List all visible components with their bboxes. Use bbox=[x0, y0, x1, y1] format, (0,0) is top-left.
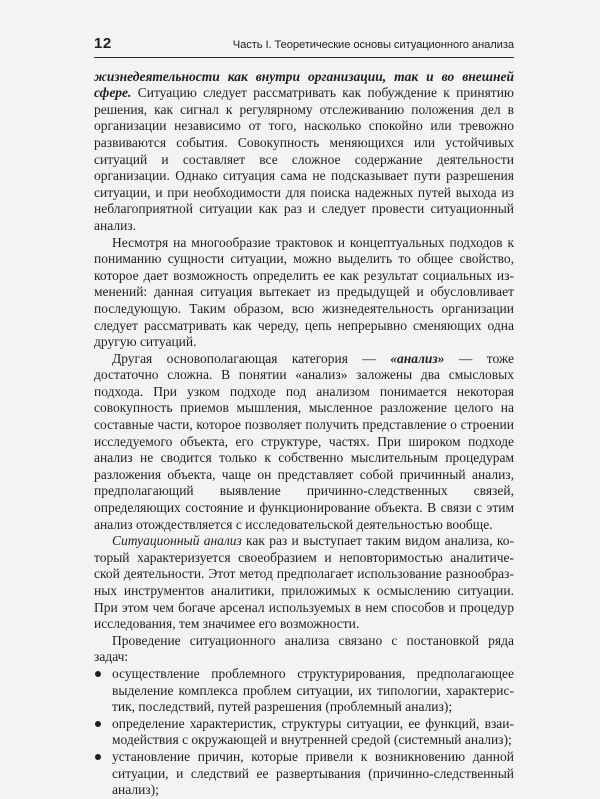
paragraph-1 bbox=[94, 69, 514, 235]
list-item: установление причин, которые привели к возникновению данной ситуации, и следствий ее развертывания (причинно-следственный анализ); bbox=[94, 749, 514, 799]
running-head: Часть I. Теоретические основы ситуационного анализа bbox=[232, 39, 514, 51]
list-item: определение характеристик, структуры ситуации, ее функций, взаимодействия с окружающей и внутренней средой (системный анализ); bbox=[94, 716, 514, 749]
paragraph-4 bbox=[94, 533, 514, 633]
paragraph-4-body: как раз и выступает таким видом анализа, который характеризуется своеобразием и неповторимостью аналитической деятельности. Этот метод предполагает использование разнообразных инструментов аналитики, приложимых к осмыслению ситуации. При этом чем богаче арсенал используемых в нем способов и процедур исследования, тем значимее его возможности. bbox=[94, 533, 514, 632]
analysis-term: «анализ» bbox=[390, 350, 445, 366]
paragraph-1-body: Ситуацию следует рассматривать как побуждение к принятию решения, как сигнал к регулярному отслеживанию положения дел в организации независимо от того, насколько спокойно или тревожно развиваются события. Совокупность меняющихся или устойчивых ситуаций и составляет все сложное содержание деятельности организации. Однако ситуация сама не подсказывает пути разрешения ситуации, и при необходимости для поиска надежных путей выхода из неблагоприятной ситуации как раз и следует провести ситуационный анализ. bbox=[94, 85, 514, 233]
paragraph-5: Проведение ситуационного анализа связано с постановкой ряда задач: bbox=[94, 632, 514, 665]
list-item: осуществление проблемного структурирования, предполагающее выделение комплекса проблем ситуации, их типологии, характеристик, последствий, путей разрешения (проблемный анализ); bbox=[94, 666, 514, 716]
book-page bbox=[94, 36, 514, 799]
page-header bbox=[94, 36, 514, 58]
task-list bbox=[94, 666, 514, 799]
paragraph-2: Несмотря на многообразие трактовок и концептуальных подходов к пониманию сущности ситуации, можно выделить то общее свойство, которое дает возможность определить ее как результат социальных изменений: данная ситуация вытекает из предыдущей и обусловливает последующую. Таким образом, всю жизнедеятельность организации следует рассматривать как череду, цепь непрерывно сменяющих одна другую ситуаций. bbox=[94, 234, 514, 350]
paragraph-3-body: — тоже достаточно сложна. В понятии «анализ» заложены два смысловых подхода. При узком подходе под анализом понимается некоторая совокупность приемов мышления, мысленное разложение целого на составные части, которое позволяет получить представление о строении исследуемого объекта, его структуре, частях. При широком подходе анализ не сводится только к собственно мыслительным процедурам разложения объекта, чаще он представляет собой причинный анализ, предполагающий выявление причинно-следственных связей, определяющих состояние и функционирование объекта. В связи с этим анализ отождествляется с исследовательской деятельностью вообще. bbox=[94, 350, 514, 532]
paragraph-1-lead: жизнедеятельности как внутри организации, так и во внешней сфере. bbox=[94, 68, 514, 101]
page-number: 12 bbox=[94, 35, 112, 52]
paragraph-3-lead: Другая основополагающая категория — bbox=[112, 350, 391, 366]
paragraph-3 bbox=[94, 351, 514, 534]
situational-analysis-term: Ситуационный анализ bbox=[112, 533, 242, 549]
